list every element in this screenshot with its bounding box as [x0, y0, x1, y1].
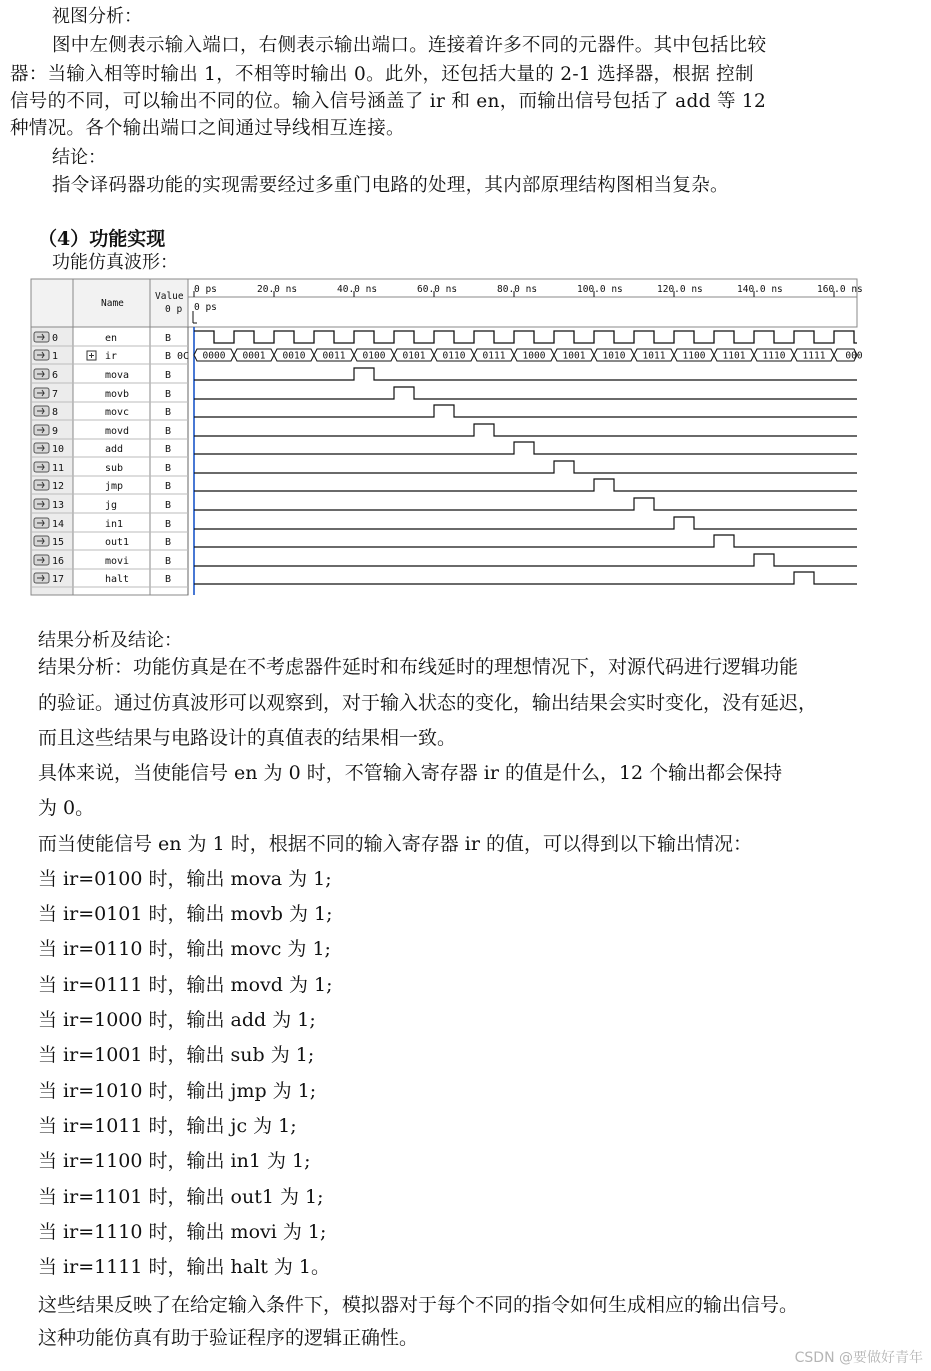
signal-name: movi: [105, 556, 130, 567]
signal-name: en: [105, 333, 118, 344]
results-line: 当 ir=1110 时，输出 movi 为 1;: [38, 1221, 327, 1243]
signal-value: B: [165, 481, 172, 492]
section-subheading: 功能仿真波形：: [52, 252, 178, 273]
results-line: 而且这些结果与电路设计的真值表的结果相一致。: [38, 727, 457, 749]
bus-value: 0101: [402, 350, 426, 362]
signal-name: add: [105, 444, 124, 455]
time-tick-label: 120.0 ns: [657, 284, 703, 295]
signal-value: B: [165, 407, 172, 418]
bus-value: 1110: [762, 350, 786, 362]
results-line: 当 ir=0100 时，输出 mova 为 1;: [38, 868, 332, 890]
signal-name: jg: [105, 500, 118, 511]
bus-value: 0001: [242, 350, 266, 362]
signal-name: mova: [105, 370, 130, 381]
bus-value: 1010: [602, 350, 626, 362]
signal-value: B: [165, 333, 172, 344]
signal-value: B: [165, 426, 172, 437]
view-analysis-line-4: 种情况。各个输出端口之间通过导线相互连接。: [10, 118, 405, 139]
signal-index: 8: [52, 407, 59, 418]
signal-index: 15: [52, 537, 65, 548]
signal-name: sub: [105, 463, 124, 474]
waveform-viewer: [31, 279, 863, 595]
signal-index: 6: [52, 370, 59, 381]
time-tick-label: 60.0 ns: [417, 284, 458, 295]
signal-index: 13: [52, 500, 65, 511]
bus-value: 000: [845, 350, 863, 362]
time-tick-label: 20.0 ns: [257, 284, 298, 295]
bus-value: 0111: [482, 350, 506, 362]
time-tick-label: 0 ps: [194, 284, 217, 295]
bus-value: 0110: [442, 350, 466, 362]
conclusion-title: 结论：: [52, 147, 106, 168]
results-line: 具体来说，当使能信号 en 为 0 时，不管输入寄存器 ir 的值是什么，12 个输出都会保持: [38, 762, 783, 784]
results-line: 当 ir=0111 时，输出 movd 为 1;: [38, 974, 333, 996]
watermark: CSDN @要做好青年: [794, 1350, 923, 1366]
signal-index: 10: [52, 444, 65, 455]
time-tick-label: 100.0 ns: [577, 284, 623, 295]
signal-value: B: [165, 500, 172, 511]
name-column-header: Name: [101, 298, 124, 309]
signal-index: 16: [52, 556, 65, 567]
bus-value: 0011: [322, 350, 346, 362]
time-tick-label: 140.0 ns: [737, 284, 783, 295]
section-heading: （4）功能实现: [38, 228, 166, 250]
results-line: 当 ir=1011 时，输出 jc 为 1;: [38, 1115, 297, 1137]
signal-index: 11: [52, 463, 65, 474]
cursor-time: 0 ps: [194, 302, 217, 313]
bus-value: 1111: [802, 350, 826, 362]
results-line: 当 ir=0110 时，输出 movc 为 1;: [38, 938, 331, 960]
results-line: 这些结果反映了在给定输入条件下，模拟器对于每个不同的指令如何生成相应的输出信号。: [38, 1294, 799, 1316]
signal-name: movb: [105, 389, 130, 400]
signal-index: 12: [52, 481, 65, 492]
signal-name: out1: [105, 537, 130, 548]
value-column-header: Value: [155, 291, 184, 302]
results-line: 当 ir=1101 时，输出 out1 为 1;: [38, 1186, 324, 1208]
bus-value: 0010: [282, 350, 306, 362]
time-tick-label: 160.0 ns: [817, 284, 863, 295]
signal-index: 17: [52, 574, 65, 585]
view-analysis-line-3: 信号的不同，可以输出不同的位。输入信号涵盖了 ir 和 en，而输出信号包括了 add 等 12: [10, 91, 767, 112]
view-analysis-line-1: 图中左侧表示输入端口，右侧表示输出端口。连接着许多不同的元器件。其中包括比较: [52, 35, 767, 56]
signal-value: B 0C: [165, 351, 190, 362]
signal-value: B: [165, 389, 172, 400]
value-column-sub: 0 p: [165, 304, 183, 315]
results-title: 结果分析及结论：: [38, 630, 182, 651]
signal-name: jmp: [105, 481, 124, 492]
view-analysis-line-2: 器：当输入相等时输出 1，不相等时输出 0。此外，还包括大量的 2-1 选择器，根据 控制: [10, 64, 754, 85]
results-line: 结果分析：功能仿真是在不考虑器件延时和布线延时的理想情况下，对源代码进行逻辑功能: [38, 656, 799, 678]
time-tick-label: 40.0 ns: [337, 284, 378, 295]
bus-value: 1100: [682, 350, 706, 362]
signal-name: movd: [105, 426, 130, 437]
signal-index: 0: [52, 333, 59, 344]
signal-value: B: [165, 370, 172, 381]
results-line: 当 ir=0101 时，输出 movb 为 1;: [38, 903, 333, 925]
signal-name: halt: [105, 574, 130, 585]
signal-value: B: [165, 537, 172, 548]
bus-value: 1011: [642, 350, 666, 362]
bus-value: 1101: [722, 350, 746, 362]
results-line: 当 ir=1001 时，输出 sub 为 1;: [38, 1044, 315, 1066]
bus-value: 0000: [202, 350, 226, 362]
signal-value: B: [165, 574, 172, 585]
signal-index: 7: [52, 389, 59, 400]
results-line: 当 ir=1010 时，输出 jmp 为 1;: [38, 1080, 317, 1102]
signal-name: in1: [105, 519, 124, 530]
signal-value: B: [165, 556, 172, 567]
view-analysis-title: 视图分析：: [52, 6, 142, 27]
results-line: 当 ir=1111 时，输出 halt 为 1。: [38, 1256, 330, 1278]
results-line: 为 0。: [38, 797, 95, 819]
bus-value: 1000: [522, 350, 546, 362]
time-tick-label: 80.0 ns: [497, 284, 538, 295]
signal-name: ir: [105, 351, 118, 362]
bus-value: 1001: [562, 350, 586, 362]
results-line: 这种功能仿真有助于验证程序的逻辑正确性。: [38, 1327, 419, 1349]
signal-value: B: [165, 444, 172, 455]
results-line: 的验证。通过仿真波形可以观察到，对于输入状态的变化，输出结果会实时变化，没有延迟，: [38, 692, 818, 714]
signal-index: 14: [52, 519, 65, 530]
conclusion-text: 指令译码器功能的实现需要经过多重门电路的处理，其内部原理结构图相当复杂。: [52, 175, 729, 196]
results-line: 而当使能信号 en 为 1 时，根据不同的输入寄存器 ir 的值，可以得到以下输出情况：: [38, 833, 752, 855]
signal-index: 1: [52, 351, 59, 362]
signal-value: B: [165, 519, 172, 530]
bus-value: 0100: [362, 350, 386, 362]
results-line: 当 ir=1100 时，输出 in1 为 1;: [38, 1150, 311, 1172]
signal-name: movc: [105, 407, 130, 418]
signal-index: 9: [52, 426, 59, 437]
signal-value: B: [165, 463, 172, 474]
results-line: 当 ir=1000 时，输出 add 为 1;: [38, 1009, 316, 1031]
